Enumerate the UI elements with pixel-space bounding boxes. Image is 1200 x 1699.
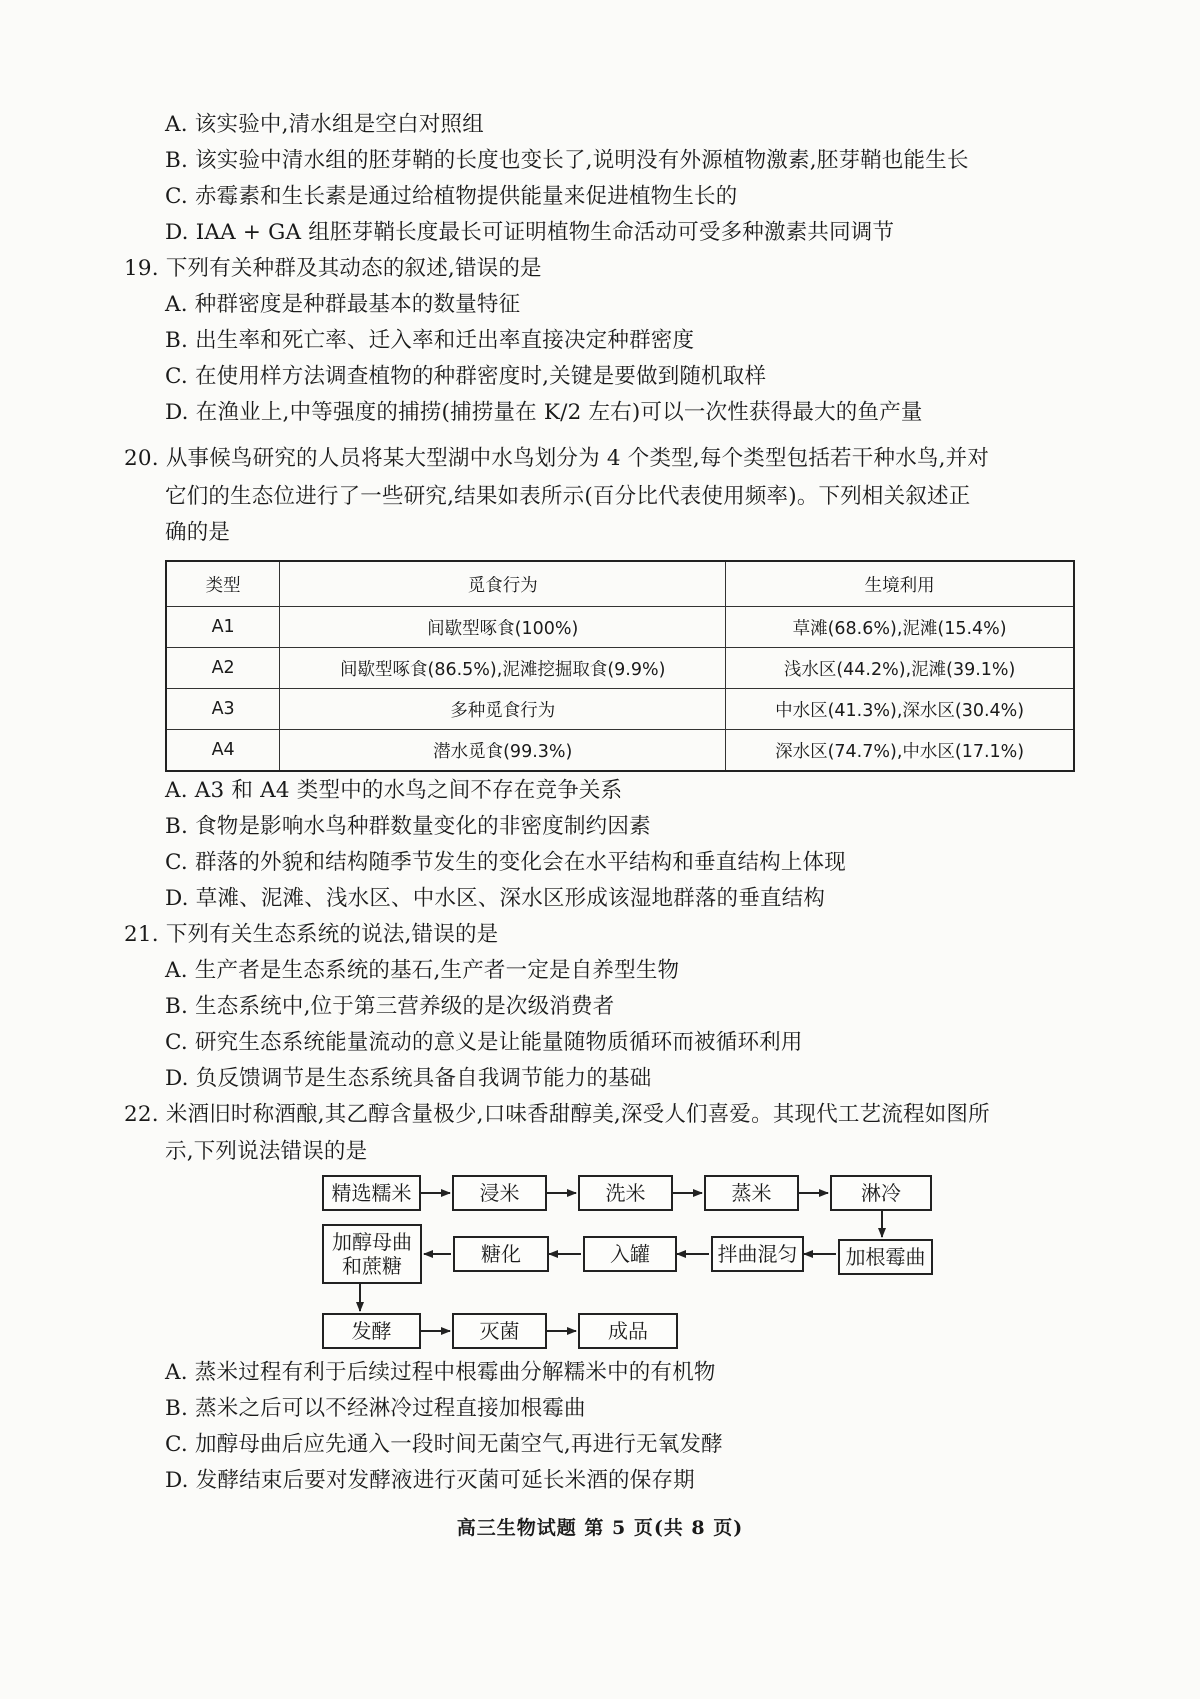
page-footer: 高三生物试题 第 5 页(共 8 页) — [456, 1517, 744, 1539]
table-cell: 草滩(68.6%),泥滩(15.4%) — [726, 607, 1074, 648]
q21-option-c: C. 研究生态系统能量流动的意义是让能量随物质循环而被循环利用 — [165, 1030, 803, 1055]
table-cell: 间歇型啄食(86.5%),泥滩挖掘取食(9.9%) — [280, 648, 726, 689]
flow-step-sterilize: 灭菌 — [452, 1313, 547, 1349]
flow-step-steam: 蒸米 — [704, 1175, 799, 1211]
flow-step-add-yeast-sugar-line-1: 加醇母曲 — [332, 1230, 412, 1254]
q18-option-d: D. IAA + GA 组胚芽鞘长度最长可证明植物生命活动可受多种激素共同调节 — [165, 220, 895, 245]
q20-option-c: C. 群落的外貌和结构随季节发生的变化会在水平结构和垂直结构上体现 — [165, 850, 846, 875]
flow-step-select-rice: 精选糯米 — [322, 1175, 421, 1211]
q20-option-b: B. 食物是影响水鸟种群数量变化的非密度制约因素 — [165, 814, 651, 839]
q19-option-c: C. 在使用样方法调查植物的种群密度时,关键是要做到随机取样 — [165, 364, 767, 389]
q22-option-a: A. 蒸米过程有利于后续过程中根霉曲分解糯米中的有机物 — [165, 1360, 716, 1385]
q20-option-d: D. 草滩、泥滩、浅水区、中水区、深水区形成该湿地群落的垂直结构 — [165, 886, 826, 911]
q20-stem-line-1: 20. 从事候鸟研究的人员将某大型湖中水鸟划分为 4 个类型,每个类型包括若干种水鸟,并对 — [124, 446, 990, 471]
table-header-type: 类型 — [166, 561, 280, 607]
flow-step-wash: 洗米 — [578, 1175, 673, 1211]
q22-option-d: D. 发酵结束后要对发酵液进行灭菌可延长米酒的保存期 — [165, 1468, 695, 1493]
table-cell: A1 — [166, 607, 280, 648]
flow-step-cool: 淋冷 — [830, 1175, 932, 1211]
table-header-habitat: 生境利用 — [726, 561, 1074, 607]
q18-option-a: A. 该实验中,清水组是空白对照组 — [165, 112, 484, 137]
flow-step-add-yeast-sugar — [322, 1224, 422, 1284]
table-cell: 浅水区(44.2%),泥滩(39.1%) — [726, 648, 1074, 689]
q21-option-d: D. 负反馈调节是生态系统具备自我调节能力的基础 — [165, 1066, 652, 1091]
q22-stem-line-2: 示,下列说法错误的是 — [165, 1139, 368, 1164]
table-cell: 深水区(74.7%),中水区(17.1%) — [726, 730, 1074, 772]
flow-step-soak: 浸米 — [452, 1175, 547, 1211]
table-cell: A2 — [166, 648, 280, 689]
q20-stem-line-2: 它们的生态位进行了一些研究,结果如表所示(百分比代表使用频率)。下列相关叙述正 — [165, 484, 971, 509]
q22-stem-line-1: 22. 米酒旧时称酒酿,其乙醇含量极少,口味香甜醇美,深受人们喜爱。其现代工艺流程如图所 — [124, 1102, 990, 1127]
table-cell: 间歇型啄食(100%) — [280, 607, 726, 648]
table-cell: A3 — [166, 689, 280, 730]
q19-option-b: B. 出生率和死亡率、迁入率和迁出率直接决定种群密度 — [165, 328, 695, 353]
q18-option-c: C. 赤霉素和生长素是通过给植物提供能量来促进植物生长的 — [165, 184, 738, 209]
flow-step-tank: 入罐 — [583, 1236, 677, 1272]
q18-option-b: B. 该实验中清水组的胚芽鞘的长度也变长了,说明没有外源植物激素,胚芽鞘也能生长 — [165, 148, 969, 173]
flow-step-product: 成品 — [578, 1313, 678, 1349]
q19-option-d: D. 在渔业上,中等强度的捕捞(捕捞量在 K/2 左右)可以一次性获得最大的鱼产量 — [165, 400, 923, 425]
flow-step-ferment: 发酵 — [322, 1313, 421, 1349]
q19-stem: 19. 下列有关种群及其动态的叙述,错误的是 — [124, 256, 542, 281]
table-cell: 中水区(41.3%),深水区(30.4%) — [726, 689, 1074, 730]
q19-option-a: A. 种群密度是种群最基本的数量特征 — [165, 292, 521, 317]
table-cell: 潜水觅食(99.3%) — [280, 730, 726, 772]
q22-option-b: B. 蒸米之后可以不经淋冷过程直接加根霉曲 — [165, 1396, 586, 1421]
q22-option-c: C. 加醇母曲后应先通入一段时间无菌空气,再进行无氧发酵 — [165, 1432, 723, 1457]
flow-step-add-yeast-sugar-line-2: 和蔗糖 — [342, 1254, 402, 1278]
table-cell: A4 — [166, 730, 280, 772]
q20-stem-line-3: 确的是 — [165, 520, 231, 545]
q21-stem: 21. 下列有关生态系统的说法,错误的是 — [124, 922, 499, 947]
flow-step-saccharify: 糖化 — [453, 1236, 549, 1272]
flow-step-mix: 拌曲混匀 — [711, 1236, 804, 1272]
table-header-feeding: 觅食行为 — [280, 561, 726, 607]
table-cell: 多种觅食行为 — [280, 689, 726, 730]
flow-step-add-rhizopus: 加根霉曲 — [838, 1239, 933, 1275]
q21-option-b: B. 生态系统中,位于第三营养级的是次级消费者 — [165, 994, 615, 1019]
q21-option-a: A. 生产者是生态系统的基石,生产者一定是自养型生物 — [165, 958, 680, 983]
q20-option-a: A. A3 和 A4 类型中的水鸟之间不存在竞争关系 — [165, 778, 623, 803]
